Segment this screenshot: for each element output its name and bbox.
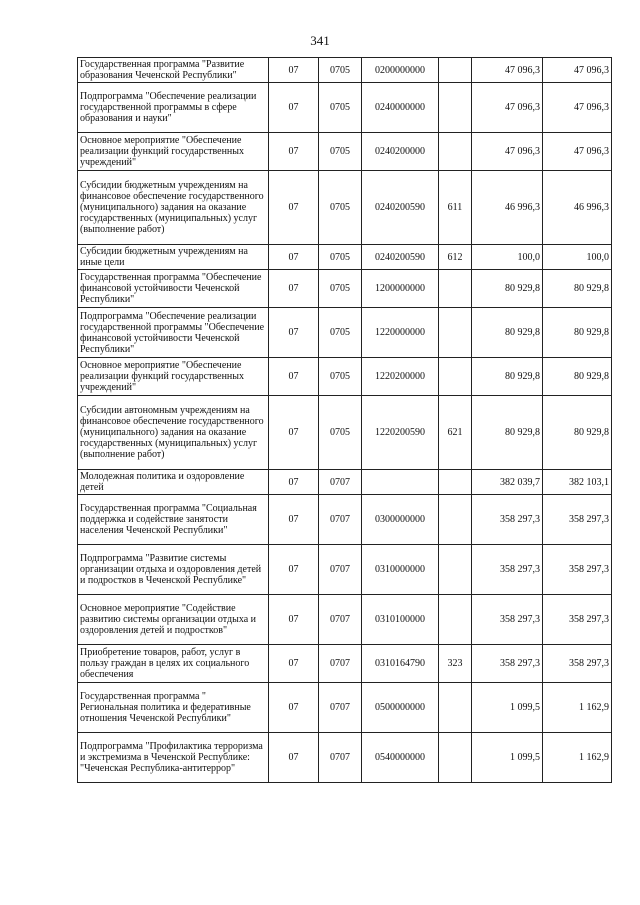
- amount-second-year-cell: 80 929,8: [543, 396, 612, 470]
- section-code-cell: 07: [269, 308, 319, 358]
- amount-second-year-cell: 80 929,8: [543, 270, 612, 308]
- subsection-code-cell: 0707: [319, 545, 362, 595]
- subsection-code-cell: 0707: [319, 495, 362, 545]
- subsection-code-cell: 0705: [319, 133, 362, 171]
- target-article-cell: 0500000000: [362, 683, 439, 733]
- amount-second-year-cell: 80 929,8: [543, 358, 612, 396]
- section-code-cell: 07: [269, 645, 319, 683]
- row-name-cell: Основное мероприятие "Содействие развитию системы организации отдыха и оздоровления детей и подростков": [78, 595, 269, 645]
- amount-second-year-cell: 358 297,3: [543, 595, 612, 645]
- row-name-cell: Субсидии бюджетным учреждениям на иные цели: [78, 245, 269, 270]
- amount-first-year-cell: 80 929,8: [472, 270, 543, 308]
- subsection-code-cell: 0707: [319, 733, 362, 783]
- subsection-code-cell: 0705: [319, 83, 362, 133]
- amount-second-year-cell: 100,0: [543, 245, 612, 270]
- target-article-cell: 0240200590: [362, 171, 439, 245]
- subsection-code-cell: 0705: [319, 245, 362, 270]
- expense-type-cell: [439, 308, 472, 358]
- table-row: [78, 358, 612, 396]
- amount-second-year-cell: 47 096,3: [543, 58, 612, 83]
- subsection-code-cell: 0705: [319, 358, 362, 396]
- amount-first-year-cell: 47 096,3: [472, 133, 543, 171]
- table-row: [78, 595, 612, 645]
- row-name-cell: Субсидии бюджетным учреждениям на финансовое обеспечение государственного (муниципального) задания на оказание государственных (муниципальных) услуг (выполнение работ): [78, 171, 269, 245]
- expense-type-cell: [439, 495, 472, 545]
- row-name-cell: Государственная программа "Развитие образования Чеченской Республики": [78, 58, 269, 83]
- section-code-cell: 07: [269, 595, 319, 645]
- expense-type-cell: [439, 133, 472, 171]
- target-article-cell: 0240200000: [362, 133, 439, 171]
- amount-first-year-cell: 1 099,5: [472, 683, 543, 733]
- table-row: [78, 495, 612, 545]
- amount-second-year-cell: 47 096,3: [543, 133, 612, 171]
- row-name-cell: Государственная программа " Региональная политика и федеративные отношения Чеченской Республики": [78, 683, 269, 733]
- subsection-code-cell: 0707: [319, 645, 362, 683]
- table-row: [78, 171, 612, 245]
- row-name-cell: Государственная программа "Социальная поддержка и содействие занятости населения Чеченской Республики": [78, 495, 269, 545]
- expense-type-cell: 621: [439, 396, 472, 470]
- expense-type-cell: [439, 733, 472, 783]
- amount-second-year-cell: 80 929,8: [543, 308, 612, 358]
- section-code-cell: 07: [269, 58, 319, 83]
- row-name-cell: Подпрограмма "Профилактика терроризма и экстремизма в Чеченской Республике: "Чеченская Республика-антитеррор": [78, 733, 269, 783]
- row-name-cell: Государственная программа "Обеспечение финансовой устойчивости Чеченской Республики": [78, 270, 269, 308]
- target-article-cell: 0200000000: [362, 58, 439, 83]
- section-code-cell: 07: [269, 545, 319, 595]
- budget-table-body: [78, 58, 612, 783]
- section-code-cell: 07: [269, 470, 319, 495]
- target-article-cell: 0310164790: [362, 645, 439, 683]
- section-code-cell: 07: [269, 171, 319, 245]
- target-article-cell: 0300000000: [362, 495, 439, 545]
- amount-second-year-cell: 358 297,3: [543, 495, 612, 545]
- amount-first-year-cell: 80 929,8: [472, 358, 543, 396]
- row-name-cell: Приобретение товаров, работ, услуг в пользу граждан в целях их социального обеспечения: [78, 645, 269, 683]
- expense-type-cell: 611: [439, 171, 472, 245]
- section-code-cell: 07: [269, 495, 319, 545]
- expense-type-cell: 323: [439, 645, 472, 683]
- row-name-cell: Основное мероприятие "Обеспечение реализации функций государственных учреждений": [78, 133, 269, 171]
- expense-type-cell: 612: [439, 245, 472, 270]
- amount-second-year-cell: 1 162,9: [543, 733, 612, 783]
- amount-second-year-cell: 47 096,3: [543, 83, 612, 133]
- target-article-cell: 0540000000: [362, 733, 439, 783]
- expense-type-cell: [439, 545, 472, 595]
- amount-first-year-cell: 358 297,3: [472, 495, 543, 545]
- target-article-cell: 1220000000: [362, 308, 439, 358]
- budget-table: [77, 57, 612, 783]
- amount-first-year-cell: 46 996,3: [472, 171, 543, 245]
- row-name-cell: Субсидии автономным учреждениям на финансовое обеспечение государственного (муниципального) задания на оказание государственных (муниципальных) услуг (выполнение работ): [78, 396, 269, 470]
- amount-second-year-cell: 358 297,3: [543, 545, 612, 595]
- amount-first-year-cell: 80 929,8: [472, 308, 543, 358]
- amount-first-year-cell: 358 297,3: [472, 595, 543, 645]
- subsection-code-cell: 0707: [319, 683, 362, 733]
- subsection-code-cell: 0705: [319, 58, 362, 83]
- table-row: [78, 733, 612, 783]
- section-code-cell: 07: [269, 683, 319, 733]
- amount-first-year-cell: 1 099,5: [472, 733, 543, 783]
- expense-type-cell: [439, 683, 472, 733]
- row-name-cell: Молодежная политика и оздоровление детей: [78, 470, 269, 495]
- expense-type-cell: [439, 470, 472, 495]
- amount-first-year-cell: 382 039,7: [472, 470, 543, 495]
- table-row: [78, 545, 612, 595]
- row-name-cell: Подпрограмма "Обеспечение реализации государственной программы в сфере образования и науки": [78, 83, 269, 133]
- page-number: 341: [310, 33, 330, 48]
- table-row: [78, 396, 612, 470]
- section-code-cell: 07: [269, 396, 319, 470]
- amount-second-year-cell: 1 162,9: [543, 683, 612, 733]
- amount-first-year-cell: 358 297,3: [472, 645, 543, 683]
- target-article-cell: 1200000000: [362, 270, 439, 308]
- section-code-cell: 07: [269, 270, 319, 308]
- target-article-cell: 0240000000: [362, 83, 439, 133]
- expense-type-cell: [439, 270, 472, 308]
- amount-second-year-cell: 46 996,3: [543, 171, 612, 245]
- amount-first-year-cell: 47 096,3: [472, 58, 543, 83]
- section-code-cell: 07: [269, 133, 319, 171]
- table-row: [78, 645, 612, 683]
- amount-first-year-cell: 80 929,8: [472, 396, 543, 470]
- subsection-code-cell: 0707: [319, 470, 362, 495]
- row-name-cell: Подпрограмма "Развитие системы организации отдыха и оздоровления детей и подростков в Чеченской Республике": [78, 545, 269, 595]
- target-article-cell: 1220200590: [362, 396, 439, 470]
- subsection-code-cell: 0705: [319, 308, 362, 358]
- table-row: [78, 308, 612, 358]
- section-code-cell: 07: [269, 83, 319, 133]
- expense-type-cell: [439, 58, 472, 83]
- table-row: [78, 133, 612, 171]
- subsection-code-cell: 0705: [319, 270, 362, 308]
- target-article-cell: 0310000000: [362, 545, 439, 595]
- target-article-cell: 0310100000: [362, 595, 439, 645]
- table-row: [78, 470, 612, 495]
- target-article-cell: 1220200000: [362, 358, 439, 396]
- section-code-cell: 07: [269, 245, 319, 270]
- section-code-cell: 07: [269, 358, 319, 396]
- amount-second-year-cell: 358 297,3: [543, 645, 612, 683]
- subsection-code-cell: 0705: [319, 396, 362, 470]
- amount-first-year-cell: 100,0: [472, 245, 543, 270]
- expense-type-cell: [439, 595, 472, 645]
- table-row: [78, 58, 612, 83]
- subsection-code-cell: 0705: [319, 171, 362, 245]
- section-code-cell: 07: [269, 733, 319, 783]
- target-article-cell: [362, 470, 439, 495]
- amount-second-year-cell: 382 103,1: [543, 470, 612, 495]
- table-row: [78, 83, 612, 133]
- table-row: [78, 245, 612, 270]
- expense-type-cell: [439, 358, 472, 396]
- table-row: [78, 270, 612, 308]
- table-row: [78, 683, 612, 733]
- row-name-cell: Подпрограмма "Обеспечение реализации государственной программы "Обеспечение финансовой устойчивости Чеченской Республики": [78, 308, 269, 358]
- subsection-code-cell: 0707: [319, 595, 362, 645]
- amount-first-year-cell: 358 297,3: [472, 545, 543, 595]
- row-name-cell: Основное мероприятие "Обеспечение реализации функций государственных учреждений": [78, 358, 269, 396]
- expense-type-cell: [439, 83, 472, 133]
- amount-first-year-cell: 47 096,3: [472, 83, 543, 133]
- target-article-cell: 0240200590: [362, 245, 439, 270]
